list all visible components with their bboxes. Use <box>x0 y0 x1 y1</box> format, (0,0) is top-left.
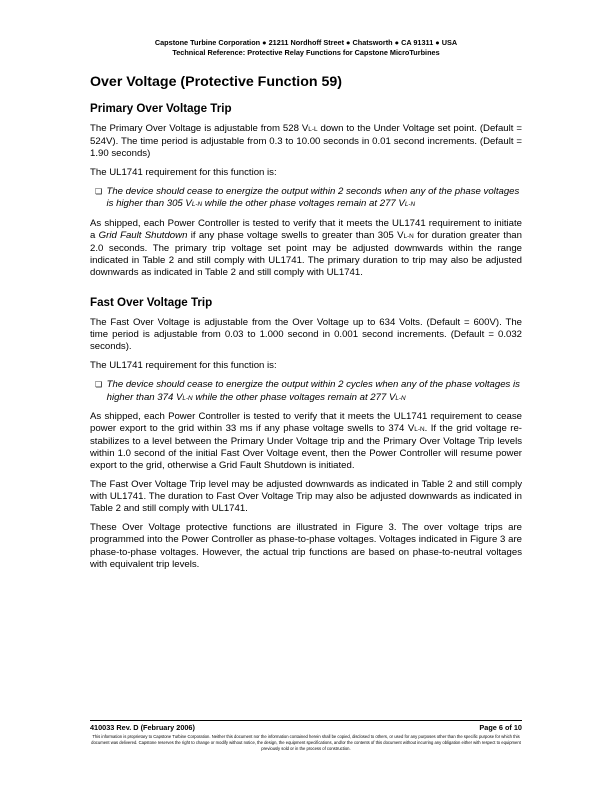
checkbox-bullet-icon: ❏ <box>95 187 103 197</box>
section-title: Over Voltage (Protective Function 59) <box>90 74 343 90</box>
primary-requirement-text: The device should cease to energize the output within 2 seconds when any of the phase voltages is higher than 305 VL-N while the other phase voltages remain at 277 VL-N <box>106 186 520 210</box>
fast-paragraph-1: The Fast Over Voltage is adjustable from the Over Voltage up to 634 Volts. (Default = 600V). The time period is adjustable from 0.03 to 1.000 second in 0.001 second increments. (Default = 0.032 seconds). <box>90 317 522 353</box>
fast-heading: Fast Over Voltage Trip <box>90 296 213 310</box>
fast-paragraph-3: The Fast Over Voltage Trip level may be adjusted downwards as indicated in Table 2 and still comply with UL1741. The duration to Fast Over Voltage Trip may also be adjusted downwards as indicated in Table 2 and still comply with UL1741. <box>90 479 522 515</box>
fast-paragraph-4: These Over Voltage protective functions are illustrated in Figure 3. The over voltage trips are programmed into the Power Controller as phase-to-phase voltages. Voltages indicated in Figure 3 are phase-to-phase voltages. However, the actual trip functions are based on phase-to-neutral voltages with equivalent trip levels. <box>90 522 522 570</box>
fast-requirement-text: The device should cease to energize the output within 2 cycles when any of the phase voltages is higher than 374 VL-N while the other phase voltages remain at 277 VL-N <box>106 379 520 403</box>
footer-page-number: Page 6 of 10 <box>479 723 522 732</box>
header-doc-title: Technical Reference: Protective Relay Functions for Capstone MicroTurbines <box>172 48 440 57</box>
fast-requirement-item <box>90 379 522 404</box>
footer-fine-print: This information is proprietary to Capstone Turbine Corporation. Neither this document nor the information contained herein shall be copied, disclosed to others, or used for any purposes other than the specific purpose for which this document was delivered. Capstone reserves the right to change or modify without notice, the design, the equipment specifications, and/or the contents of this document without incurring any obligation either with respect to equipment previously sold or in the process of construction. <box>91 734 521 751</box>
fast-requirement-intro: The UL1741 requirement for this function is: <box>90 360 277 372</box>
document-body <box>90 74 522 578</box>
primary-requirement-intro: The UL1741 requirement for this function is: <box>90 167 277 179</box>
fast-paragraph-2: As shipped, each Power Controller is tested to verify that it meets the UL1741 requirement to cease power export to the grid within 33 ms if any phase voltage swells to 374 VL-N. If the grid voltage re-stabilizes to a level between the Primary Under Voltage trip and the Primary Over Voltage Trip levels within 1.0 second of the initial Fast Over Voltage event, then the Power Controller will resume power export to the grid, otherwise a Grid Fault Shutdown is initiated. <box>90 410 522 471</box>
page-header <box>0 38 612 58</box>
primary-heading: Primary Over Voltage Trip <box>90 102 232 115</box>
page-footer <box>90 720 522 752</box>
primary-requirement-item <box>90 186 522 211</box>
header-company-line: Capstone Turbine Corporation ● 21211 Nordhoff Street ● Chatsworth ● CA 91311 ● USA <box>154 38 458 47</box>
primary-paragraph-2: As shipped, each Power Controller is tested to verify that it meets the UL1741 requirement to initiate a Grid Fault Shutdown if any phase voltage swells to greater than 305 VL-N for duration greater than 2.0 seconds. The primary trip voltage set point may be adjusted downwards within the range indicated in Table 2 and still comply with UL1741. The primary duration to trip may also be adjusted downwards as indicated in Table 2 and still comply with UL1741. <box>90 217 522 278</box>
checkbox-bullet-icon: ❏ <box>95 380 103 390</box>
footer-doc-id: 410033 Rev. D (February 2006) <box>90 723 195 732</box>
primary-paragraph-1: The Primary Over Voltage is adjustable from 528 VL-L down to the Under Voltage set point. (Default = 524V). The time period is adjustable from 0.3 to 10.00 seconds in 0.01 second increments. (Default = 1.90 seconds) <box>90 123 522 160</box>
